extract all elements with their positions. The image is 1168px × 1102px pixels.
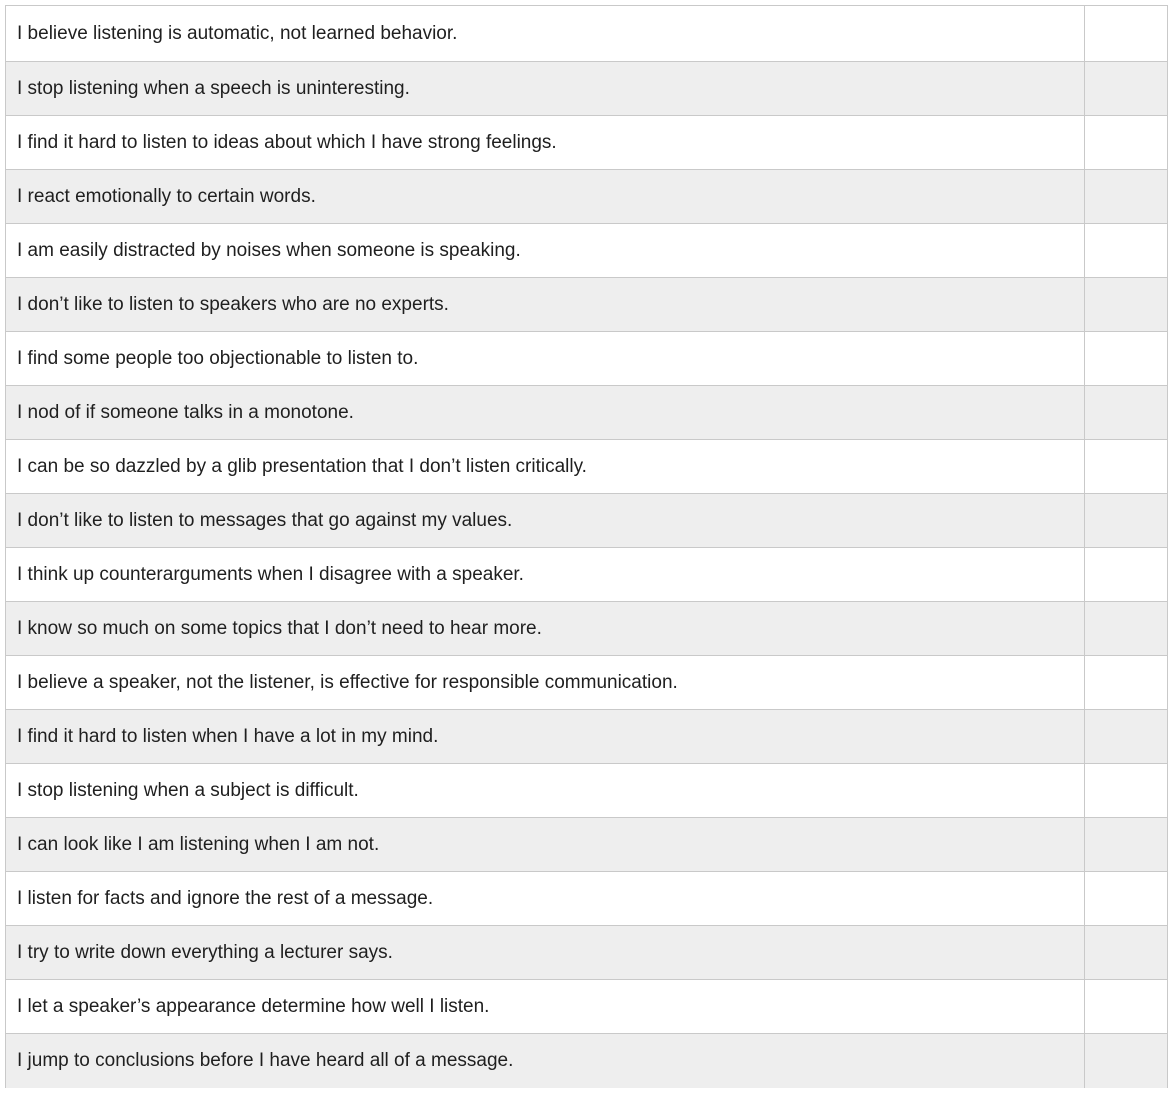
table-row — [6, 980, 1168, 1034]
statement-cell: I believe listening is automatic, not learned behavior. — [6, 6, 1085, 61]
response-cell[interactable] — [1085, 710, 1168, 763]
response-cell[interactable] — [1085, 116, 1168, 169]
table-row — [6, 818, 1168, 872]
response-cell[interactable] — [1085, 278, 1168, 331]
statement-cell: I jump to conclusions before I have heard all of a message. — [6, 1034, 1085, 1088]
statement-cell: I don’t like to listen to messages that go against my values. — [6, 494, 1085, 547]
table-row — [6, 224, 1168, 278]
table-row — [6, 386, 1168, 440]
statement-cell: I nod of if someone talks in a monotone. — [6, 386, 1085, 439]
statement-cell: I think up counterarguments when I disagree with a speaker. — [6, 548, 1085, 601]
response-cell[interactable] — [1085, 818, 1168, 871]
table-row — [6, 656, 1168, 710]
statement-cell: I am easily distracted by noises when someone is speaking. — [6, 224, 1085, 277]
statement-cell: I find it hard to listen to ideas about which I have strong feelings. — [6, 116, 1085, 169]
table-row — [6, 548, 1168, 602]
response-cell[interactable] — [1085, 872, 1168, 925]
table-row — [6, 62, 1168, 116]
table-row — [6, 872, 1168, 926]
statement-cell: I can be so dazzled by a glib presentation that I don’t listen critically. — [6, 440, 1085, 493]
statement-cell: I don’t like to listen to speakers who are no experts. — [6, 278, 1085, 331]
table-row — [6, 332, 1168, 386]
response-cell[interactable] — [1085, 224, 1168, 277]
table-row — [6, 1034, 1168, 1088]
table-row — [6, 494, 1168, 548]
table-row — [6, 926, 1168, 980]
table-row — [6, 440, 1168, 494]
questionnaire-table — [5, 5, 1168, 1088]
statement-cell: I can look like I am listening when I am not. — [6, 818, 1085, 871]
response-cell[interactable] — [1085, 440, 1168, 493]
response-cell[interactable] — [1085, 548, 1168, 601]
statement-cell: I let a speaker’s appearance determine how well I listen. — [6, 980, 1085, 1033]
statement-cell: I stop listening when a subject is difficult. — [6, 764, 1085, 817]
statement-cell: I listen for facts and ignore the rest of a message. — [6, 872, 1085, 925]
statement-cell: I believe a speaker, not the listener, is effective for responsible communication. — [6, 656, 1085, 709]
statement-cell: I try to write down everything a lecturer says. — [6, 926, 1085, 979]
response-cell[interactable] — [1085, 494, 1168, 547]
statement-cell: I stop listening when a speech is uninteresting. — [6, 62, 1085, 115]
response-cell[interactable] — [1085, 62, 1168, 115]
statement-cell: I know so much on some topics that I don’t need to hear more. — [6, 602, 1085, 655]
table-row — [6, 116, 1168, 170]
response-cell[interactable] — [1085, 386, 1168, 439]
response-cell[interactable] — [1085, 926, 1168, 979]
response-cell[interactable] — [1085, 656, 1168, 709]
response-cell[interactable] — [1085, 980, 1168, 1033]
response-cell[interactable] — [1085, 1034, 1168, 1088]
statement-cell: I find some people too objectionable to listen to. — [6, 332, 1085, 385]
table-row — [6, 602, 1168, 656]
table-row — [6, 710, 1168, 764]
table-row — [6, 764, 1168, 818]
response-cell[interactable] — [1085, 170, 1168, 223]
response-cell[interactable] — [1085, 6, 1168, 61]
response-cell[interactable] — [1085, 764, 1168, 817]
table-row — [6, 170, 1168, 224]
response-cell[interactable] — [1085, 602, 1168, 655]
response-cell[interactable] — [1085, 332, 1168, 385]
table-row — [6, 278, 1168, 332]
table-row — [6, 6, 1168, 62]
statement-cell: I react emotionally to certain words. — [6, 170, 1085, 223]
statement-cell: I find it hard to listen when I have a lot in my mind. — [6, 710, 1085, 763]
